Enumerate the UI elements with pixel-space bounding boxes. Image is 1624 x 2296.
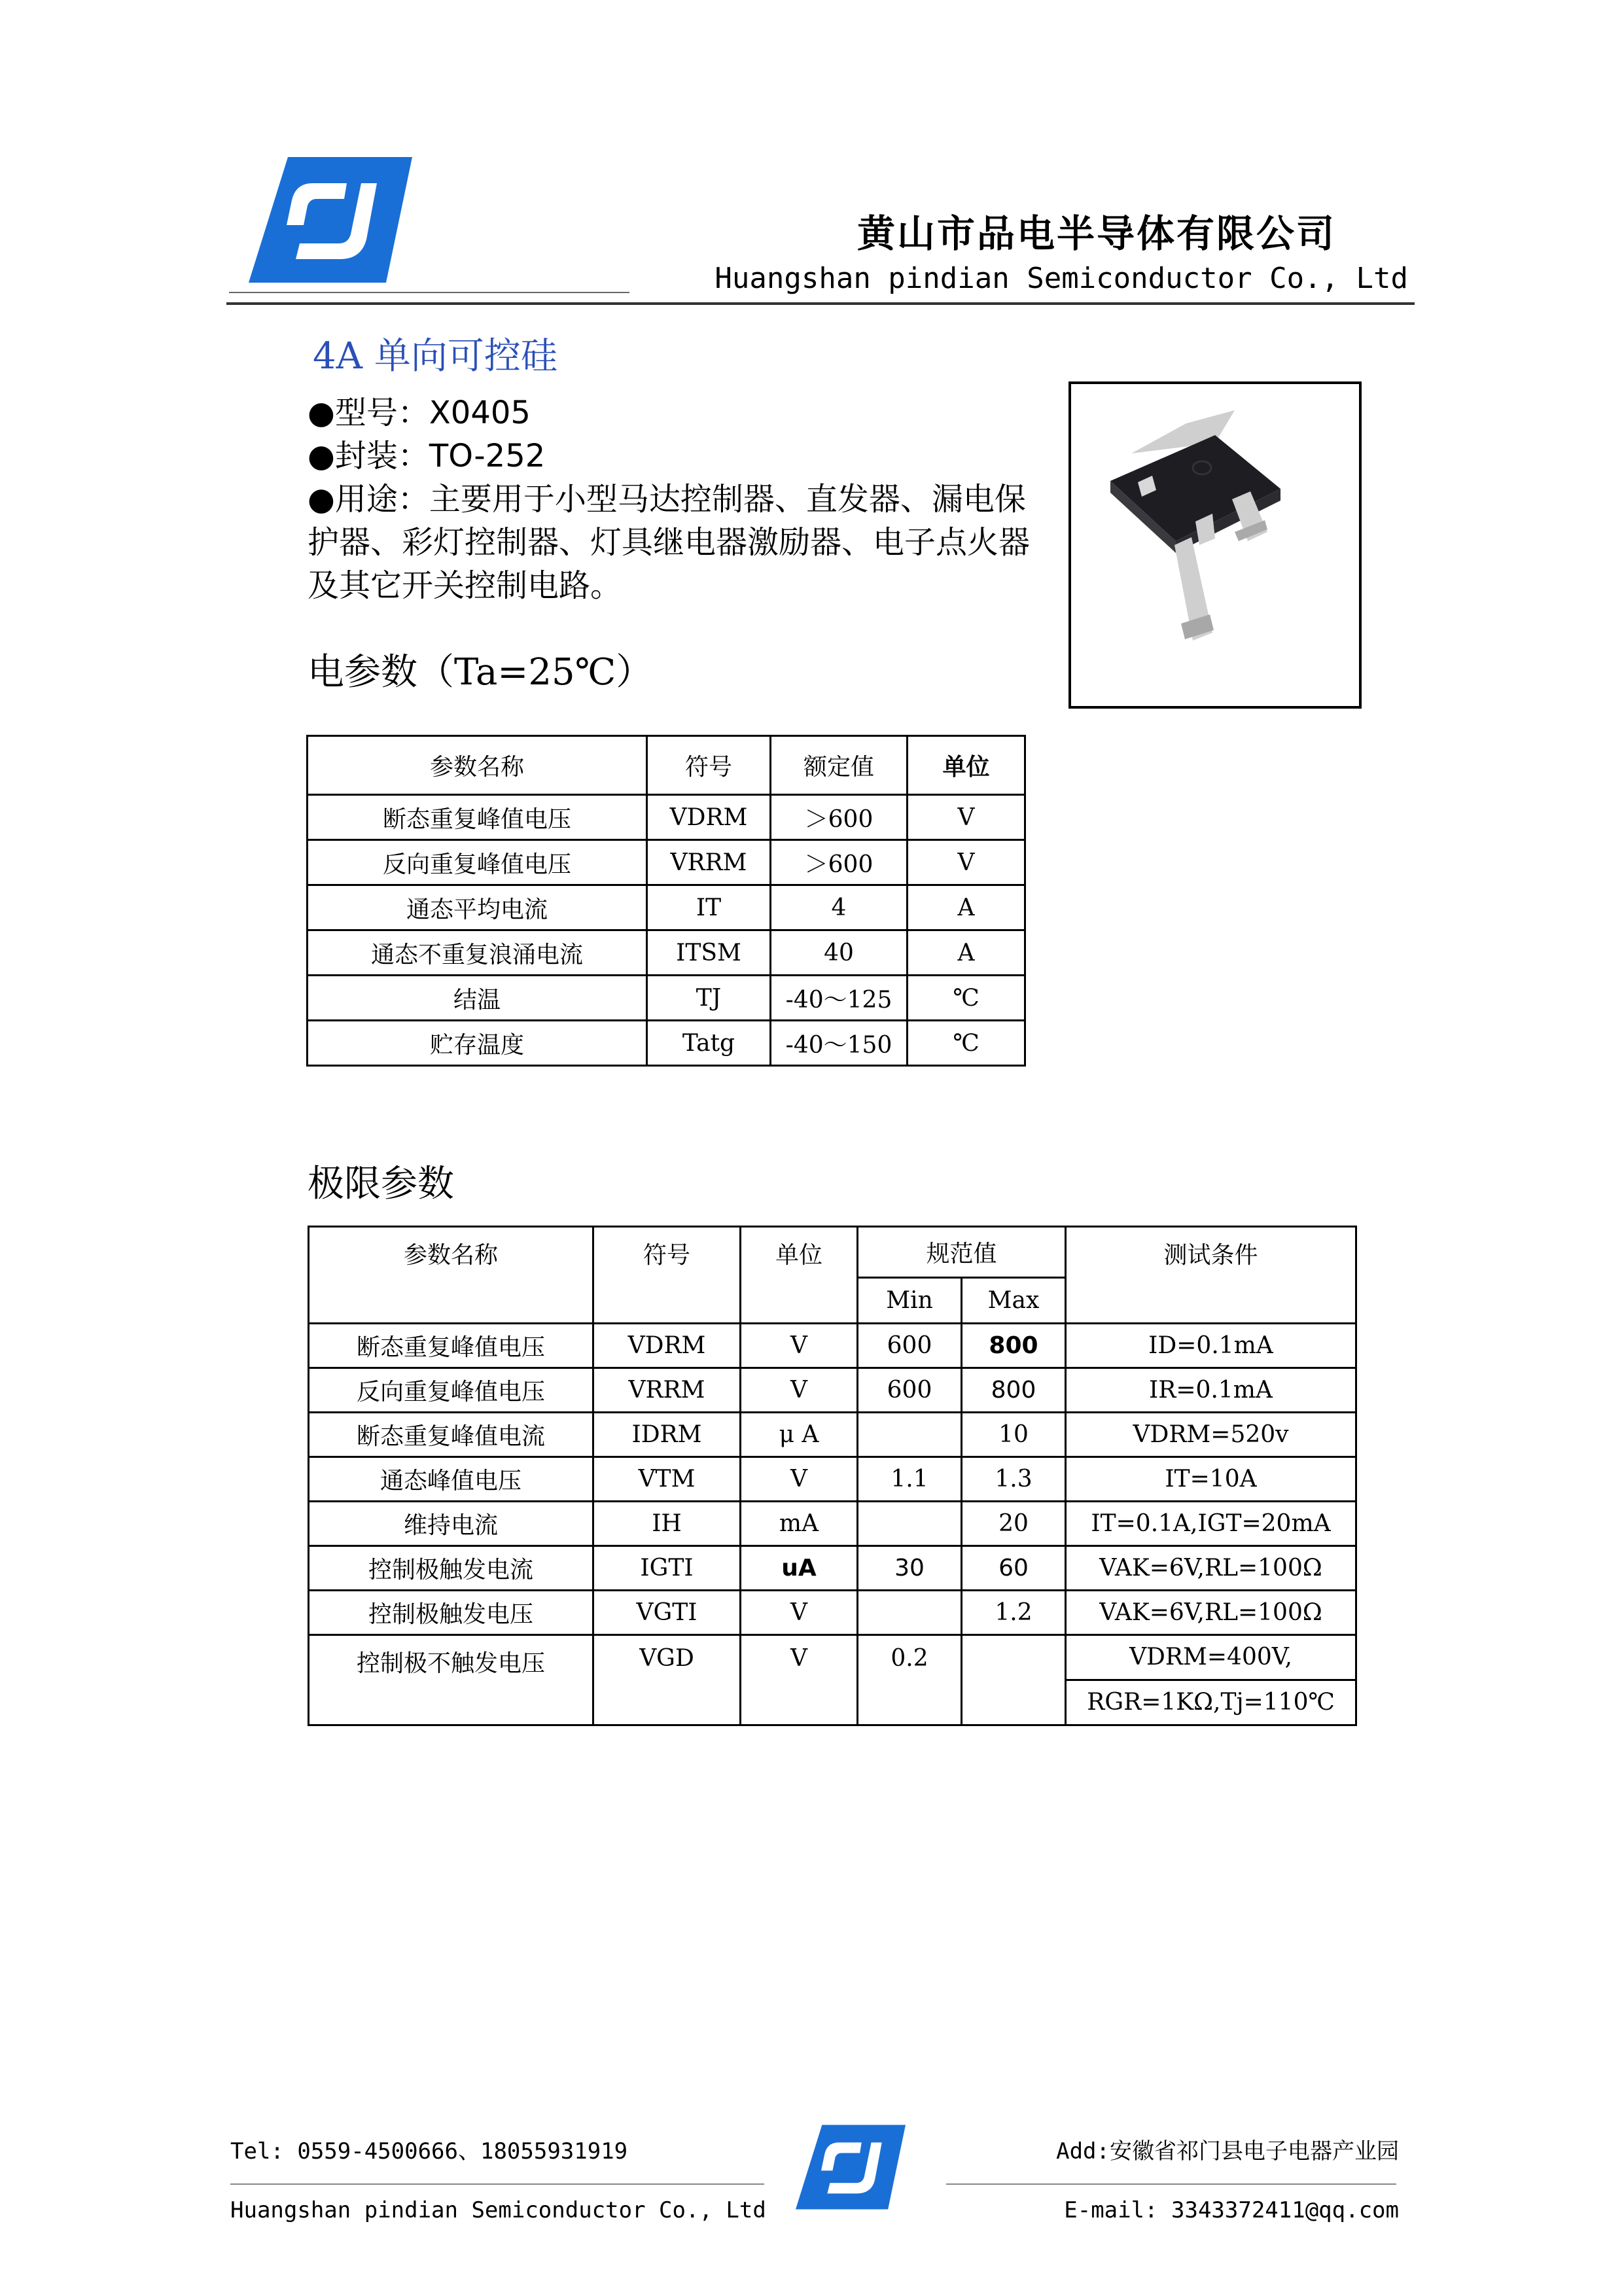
company-name-cn: 黄山市品电半导体有限公司 (856, 211, 1336, 256)
table-cell: 20 (962, 1502, 1066, 1546)
table-cell: -40～150 (771, 1021, 908, 1066)
table-cell: 60 (962, 1546, 1066, 1591)
table-cell: 通态不重复浪涌电流 (308, 930, 647, 976)
table-cell: 通态峰值电压 (309, 1457, 593, 1502)
table-cell: V (908, 840, 1025, 885)
limits-table (308, 1226, 1357, 1726)
table-row (308, 1021, 1025, 1066)
header-thin-rule (229, 292, 629, 293)
footer-email: E-mail: 3343372411@qq.com (1064, 2197, 1399, 2223)
table-cell: V (741, 1591, 858, 1635)
header-cell: 规范值 (858, 1227, 1066, 1278)
header-cell: 参数名称 (309, 1227, 593, 1324)
table-row (309, 1457, 1356, 1502)
table-cell: Tatg (647, 1021, 771, 1066)
table-cell: 0.2 (858, 1635, 962, 1725)
table-cell: VRRM (593, 1368, 741, 1413)
header-rule (226, 302, 1415, 305)
table-cell: 600 (858, 1368, 962, 1413)
table-row (308, 930, 1025, 976)
table-cell: VDRM=520v (1066, 1413, 1356, 1457)
limits-section-title: 极限参数 (308, 1163, 454, 1205)
spec-model (308, 391, 1040, 434)
table-row (308, 885, 1025, 930)
table-cell: 1.2 (962, 1591, 1066, 1635)
table-row (309, 1324, 1356, 1368)
table-cell: IGTI (593, 1546, 741, 1591)
model-value: X0405 (429, 395, 531, 431)
table-cell: 维持电流 (309, 1502, 593, 1546)
footer-company-en: Huangshan pindian Semiconductor Co., Ltd (230, 2197, 766, 2223)
table-cell: ℃ (908, 976, 1025, 1021)
table-cell: VAK=6V,RL=100Ω (1066, 1546, 1356, 1591)
table-cell: ＞600 (771, 795, 908, 840)
table-cell: 贮存温度 (308, 1021, 647, 1066)
footer-tel: Tel: 0559-4500666、18055931919 (230, 2138, 628, 2164)
table-cell (858, 1413, 962, 1457)
table-row (309, 1413, 1356, 1457)
table-row (308, 840, 1025, 885)
header-cell: 参数名称 (308, 736, 647, 795)
table-cell: 断态重复峰值电压 (309, 1324, 593, 1368)
condition-line: RGR=1KΩ,Tj=110℃ (1067, 1679, 1355, 1724)
table-cell: ID=0.1mA (1066, 1324, 1356, 1368)
table-cell (858, 1591, 962, 1635)
product-title: 4A 单向可控硅 (313, 335, 557, 378)
table-cell: A (908, 885, 1025, 930)
header-cell: 符号 (647, 736, 771, 795)
header-cell: Max (962, 1278, 1066, 1324)
table-cell: A (908, 930, 1025, 976)
table-row (309, 1591, 1356, 1635)
table-cell: μ A (741, 1413, 858, 1457)
table-cell: 40 (771, 930, 908, 976)
table-cell: 30 (858, 1546, 962, 1591)
table-cell: IR=0.1mA (1066, 1368, 1356, 1413)
table-cell: TJ (647, 976, 771, 1021)
spec-usage (308, 478, 1040, 607)
header-cell: 额定值 (771, 736, 908, 795)
header-cell: 单位 (741, 1227, 858, 1324)
table-cell: 断态重复峰值电压 (308, 795, 647, 840)
header-cell: 符号 (593, 1227, 741, 1324)
company-logo (249, 157, 412, 283)
condition-line: VDRM=400V, (1129, 1644, 1292, 1670)
usage-label: ●用途： (308, 481, 429, 518)
header-cell: 单位 (908, 736, 1025, 795)
table-row (308, 976, 1025, 1021)
table-cell: VTM (593, 1457, 741, 1502)
electrical-table (306, 735, 1026, 1067)
table-cell: -40～125 (771, 976, 908, 1021)
table-cell: 控制极触发电流 (309, 1546, 593, 1591)
limits-header-row (309, 1227, 1356, 1278)
table-cell: 10 (962, 1413, 1066, 1457)
table-row (309, 1368, 1356, 1413)
table-cell: uA (741, 1546, 858, 1591)
table-cell (1066, 1635, 1356, 1725)
table-cell: V (741, 1324, 858, 1368)
table-cell: 800 (962, 1368, 1066, 1413)
product-photo (1068, 381, 1362, 709)
header-cell: 测试条件 (1066, 1227, 1356, 1324)
table-cell: IDRM (593, 1413, 741, 1457)
footer-address: Add:安徽省祁门县电子电器产业园 (1056, 2138, 1399, 2164)
table-cell: IT=10A (1066, 1457, 1356, 1502)
table-cell: 结温 (308, 976, 647, 1021)
table-cell: V (908, 795, 1025, 840)
table-cell: V (741, 1368, 858, 1413)
header-cell: Min (858, 1278, 962, 1324)
table-cell: 反向重复峰值电压 (309, 1368, 593, 1413)
electrical-section-title: 电参数（Ta=25℃） (308, 651, 653, 694)
table-cell: VDRM (593, 1324, 741, 1368)
footer-rule-left (230, 2183, 764, 2185)
model-label: ●型号： (308, 395, 429, 431)
table-cell: VGTI (593, 1591, 741, 1635)
footer-logo (796, 2124, 906, 2210)
table-cell: IH (593, 1502, 741, 1546)
table-cell: 800 (962, 1324, 1066, 1368)
electrical-header-row (308, 736, 1025, 795)
table-cell: ＞600 (771, 840, 908, 885)
table-cell: VRRM (647, 840, 771, 885)
table-cell: mA (741, 1502, 858, 1546)
table-cell: 1.1 (858, 1457, 962, 1502)
footer-rule-right (946, 2183, 1396, 2185)
package-label: ●封装： (308, 438, 429, 474)
table-cell: 断态重复峰值电流 (309, 1413, 593, 1457)
table-cell: V (741, 1635, 858, 1725)
table-cell: 通态平均电流 (308, 885, 647, 930)
table-cell: IT=0.1A,IGT=20mA (1066, 1502, 1356, 1546)
table-cell: 控制极触发电压 (309, 1591, 593, 1635)
table-cell: V (741, 1457, 858, 1502)
package-value: TO-252 (429, 438, 546, 474)
table-cell: VDRM (647, 795, 771, 840)
table-cell: 1.3 (962, 1457, 1066, 1502)
table-cell: 反向重复峰值电压 (308, 840, 647, 885)
company-name-en: Huangshan pindian Semiconductor Co., Ltd (715, 262, 1408, 295)
table-cell (858, 1502, 962, 1546)
table-row (309, 1502, 1356, 1546)
table-cell: 600 (858, 1324, 962, 1368)
table-cell: VAK=6V,RL=100Ω (1066, 1591, 1356, 1635)
table-cell: ITSM (647, 930, 771, 976)
table-cell: IT (647, 885, 771, 930)
table-cell: VGD (593, 1635, 741, 1725)
table-cell (962, 1635, 1066, 1725)
table-row (309, 1635, 1356, 1725)
usage-text: 主要用于小型马达控制器、直发器、漏电保护器、彩灯控制器、灯具继电器激励器、电子点火器及其它开关控制电路。 (308, 481, 1031, 604)
table-row (308, 795, 1025, 840)
table-cell: 控制极不触发电压 (309, 1635, 593, 1725)
table-row (309, 1546, 1356, 1591)
table-cell: 4 (771, 885, 908, 930)
table-cell: ℃ (908, 1021, 1025, 1066)
spec-package (308, 434, 1040, 478)
